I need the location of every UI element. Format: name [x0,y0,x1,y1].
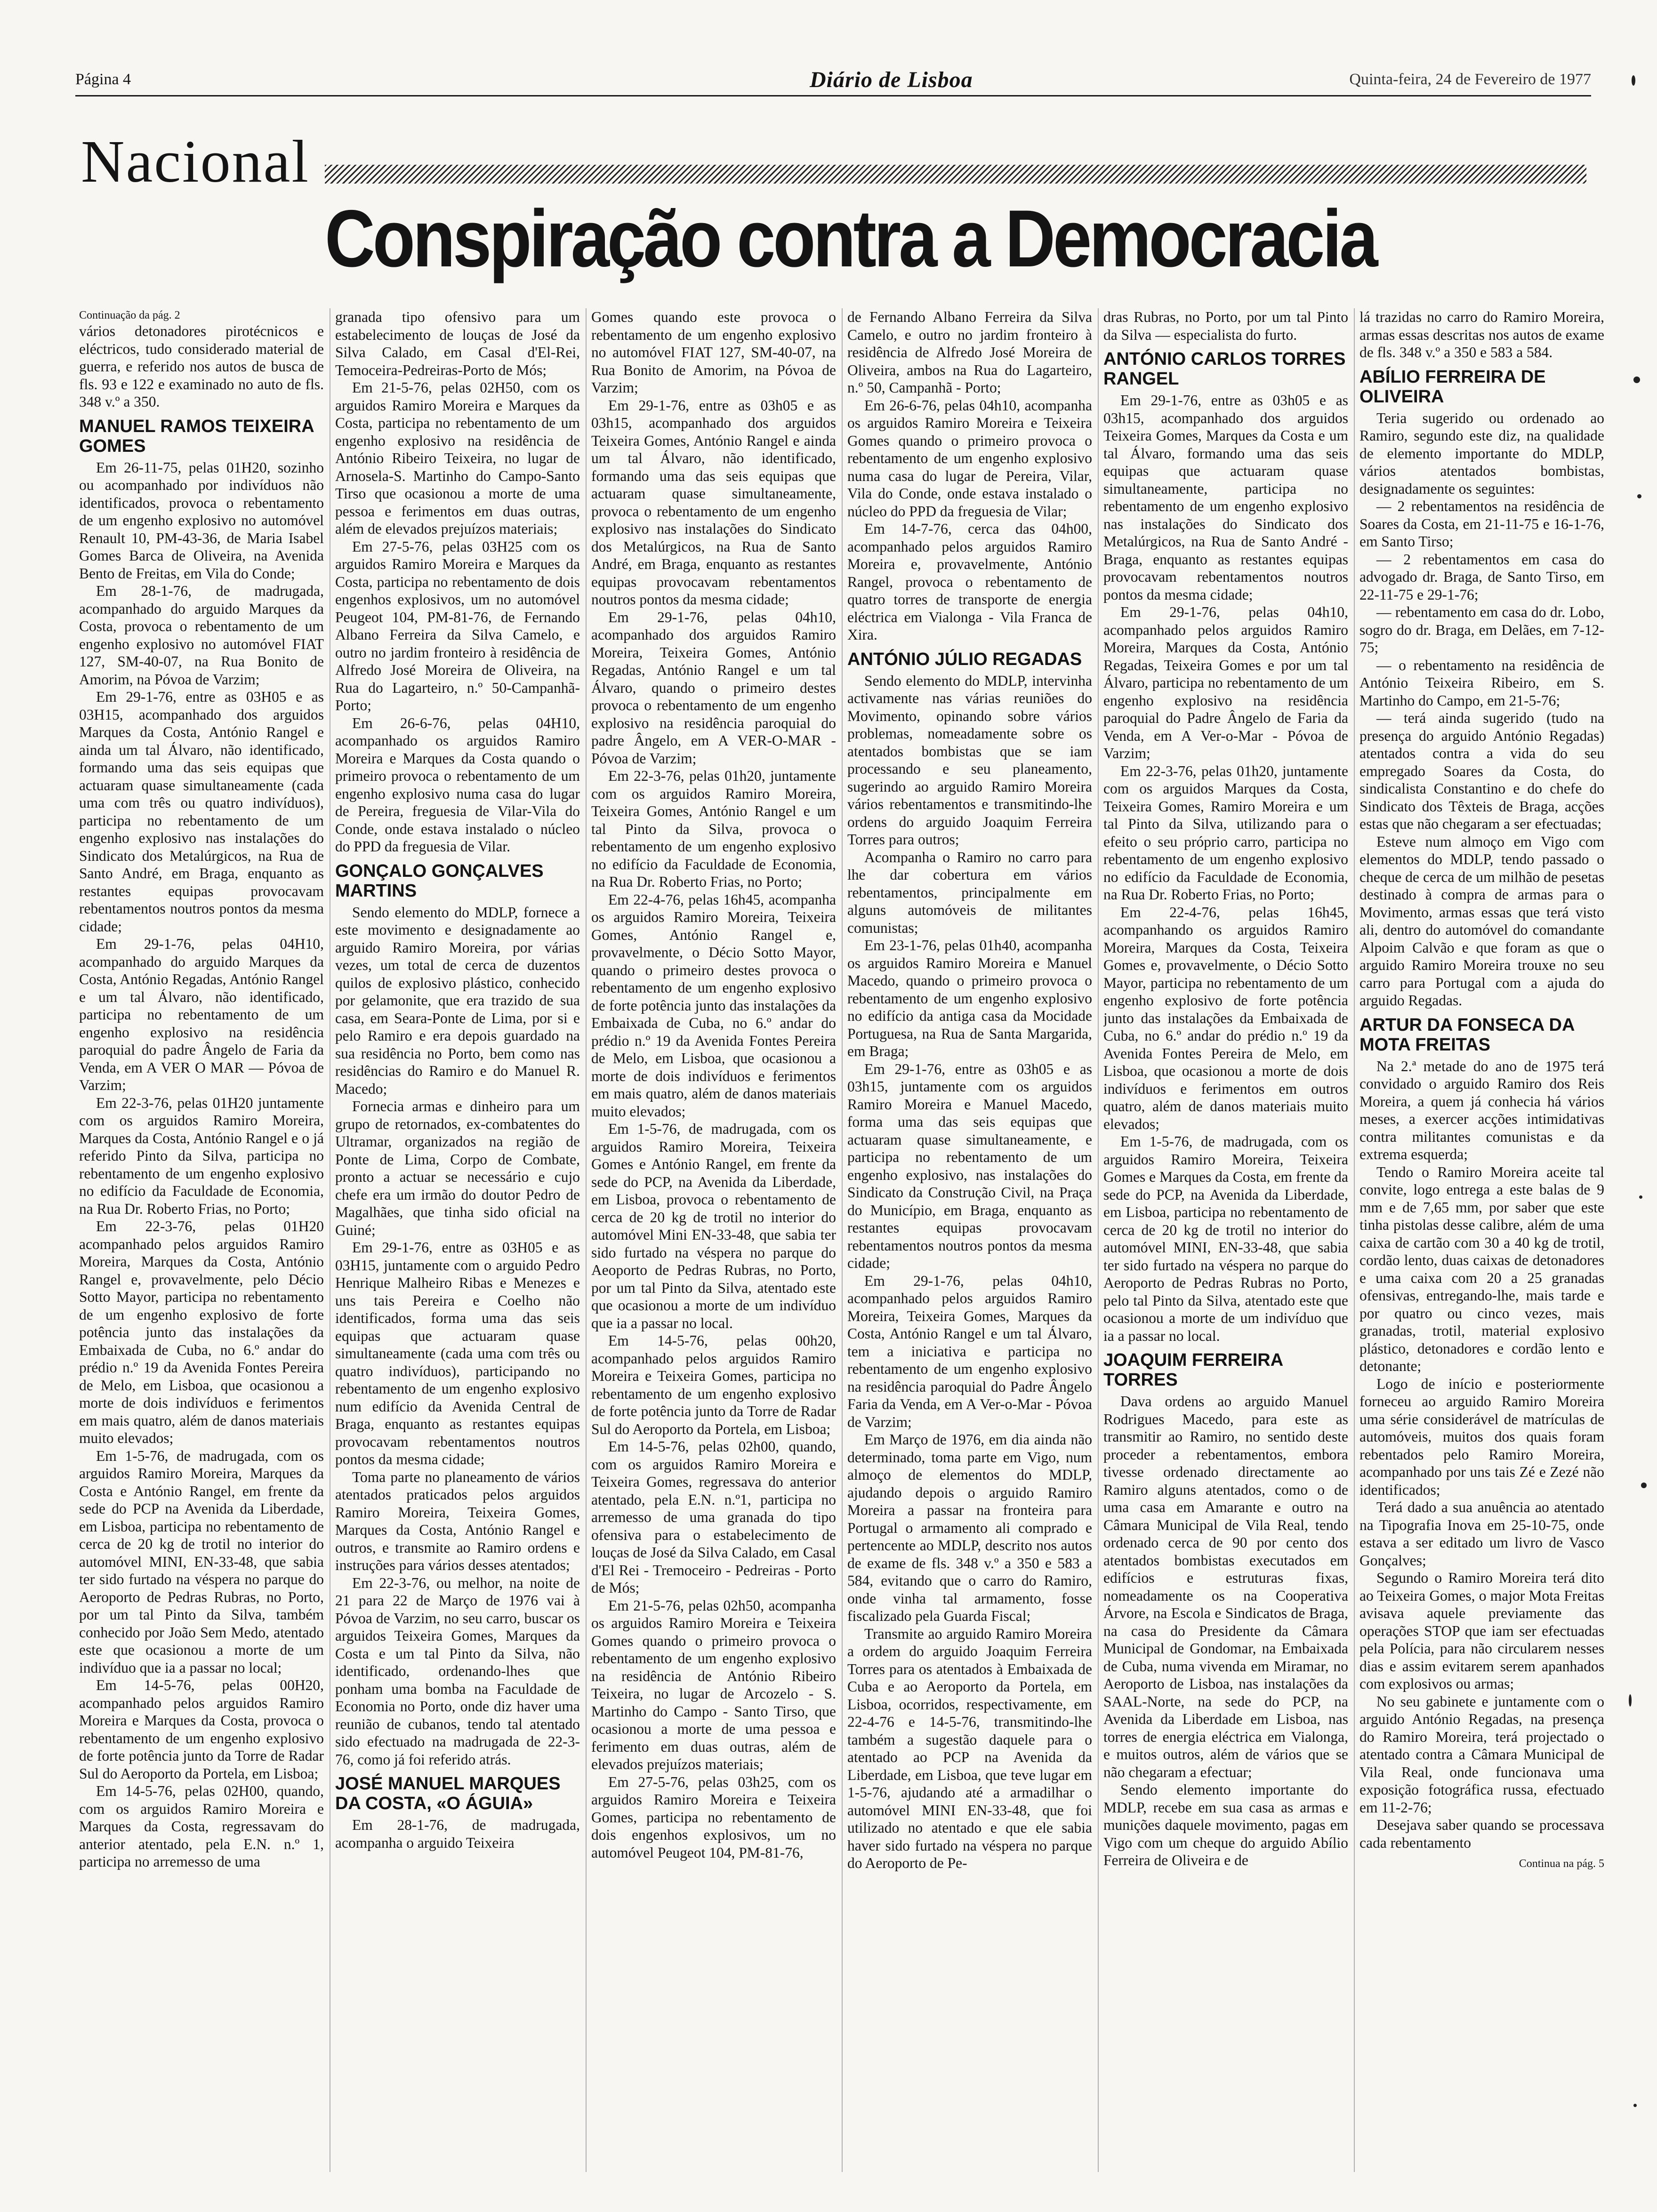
section-hatch-rule [325,165,1586,184]
paragraph: dras Rubras, no Porto, por um tal Pinto da Silva — especialista do furto. [1103,309,1348,343]
subhead-defendant: ANTÓNIO CARLOS TORRES RANGEL [1103,349,1346,389]
issue-date: Quinta-feira, 24 de Fevereiro de 1977 [1349,71,1591,88]
scan-speck [1632,75,1635,86]
paragraph: Logo de início e posteriormente forneceu ao arguido Ramiro Moreira uma série considerável de matrículas de automóveis, muitos dos quais foram rebentados pelo Ramiro Moreira, acompanhado por uns tais Zé e Zezé não identificados; [1359,1375,1604,1498]
scan-speck [1629,1694,1632,1707]
paragraph: Dava ordens ao arguido Manuel Rodrigues Macedo, para este as transmitir ao Ramiro, no sentido deste proceder a rebentamentos, embora tivesse ordenado directamente ao Ramiro alguns atentados, como o de uma casa em Amarante e outro na Câmara Municipal de Vila Real, tendo ordenado cerca de 90 por cento dos atentados bombistas executados em edifícios e estruturas fixas, nomeadamente os na Cooperativa Árvore, na Escola e Sindicatos de Braga, na casa do Presidente da Câmara Municipal de Gondomar, na Embaixada de Cuba, numa vivenda em Miramar, no Aeroporto de Lisboa, nas instalações da SAAL-Norte, na sede do PCP, na Avenida da Liberdade em Lisboa, nas torres de energia eléctrica em Vialonga, e muitos outros, além de vários que se não chegaram a efectuar; [1103,1393,1348,1780]
paragraph: Em 1-5-76, de madrugada, com os arguidos Ramiro Moreira, Marques da Costa e António Rangel, em frente da sede do PCP na Avenida da Liberdade, em Lisboa, participa no rebentamento de cerca de 20 kg de trotil no interior do automóvel MINI, EN-33-48, que sabia ter sido furtado na véspera no parque do Aeroporto de Pedras Rubras, no Porto, por um tal Pinto da Silva, também conhecido por João Sem Medo, atentado este que ocasionou a morte de um indivíduo que ia a passar no local; [79,1447,324,1676]
paragraph: Em 14-5-76, pelas 00h20, acompanhado pelos arguidos Ramiro Moreira e Teixeira Gomes, participa no rebentamento de um engenho explosivo de forte potência junto da Torre de Radar Sul do Aeroporto da Portela, em Lisboa; [591,1332,836,1437]
paragraph: Sendo elemento do MDLP, intervinha activamente nas várias reuniões do Movimento, opinando sobre vários problemas, nomeadamente sobre os atentados bombistas que se iam processando e seu planeamento, sugerindo ao arguido Ramiro Moreira vários rebentamentos e transmitindo-lhe ordens do arguido Joaquim Ferreira Torres para outros; [847,672,1092,848]
paragraph: Em 22-3-76, pelas 01h20, juntamente com os arguidos Marques da Costa, Teixeira Gomes, Ramiro Moreira e um tal Pinto da Silva, utilizando para o efeito o seu próprio carro, participa no rebentamento de um engenho explosivo no edifício da Faculdade de Economia, na Rua Dr. Roberto Frias, no Porto; [1103,762,1348,903]
article-column-4 [847,308,1092,2172]
header-rule [75,95,1591,96]
paragraph: Em 29-1-76, entre as 03h05 e as 03h15, juntamente com os arguidos Ramiro Moreira e Manuel Macedo, forma uma das seis equipas que actuaram quase simultaneamente, e participa no rebentamento de um engenho explosivo, nas instalações do Sindicato da Construção Civil, na Praça do Município, em Braga, enquanto as restantes equipas provocavam rebentamentos noutros pontos da mesma cidade; [847,1060,1092,1271]
paragraph: Sendo elemento importante do MDLP, recebe em sua casa as armas e munições daquele movimento, pagas em Vigo com um cheque do arguido Abílio Ferreira de Oliveira e de [1103,1781,1348,1868]
scan-speck [1633,377,1640,383]
paragraph: — o rebentamento na residência de António Teixeira Ribeiro, em S. Martinho do Campo, em 21-5-76; [1359,657,1604,709]
continuation-note: Continuação da pág. 2 [79,309,180,321]
paragraph: Em 26-6-76, pelas 04H10, acompanhado os arguidos Ramiro Moreira e Marques da Costa quando o primeiro provoca o rebentamento de um engenho explosivo numa casa do lugar de Pereira, freguesia de Vilar-Vila do Conde, onde estava instalado o núcleo do PPD da freguesia de Vilar. [335,714,580,855]
paragraph: Em 14-5-76, pelas 00H20, acompanhado pelos arguidos Ramiro Moreira e Marques da Costa, provoca o rebentamento de um engenho explosivo de forte potência junto da Torre de Radar Sul do Aeroporto da Portela, em Lisboa; [79,1677,324,1782]
paragraph: vários detonadores pirotécnicos e eléctricos, tudo considerado material de guerra, e referido nos autos de busca de fls. 93 e 122 e examinado no auto de fls. 348 v.º a 350. [79,323,324,410]
paragraph: Em 22-3-76, pelas 01H20 juntamente com os arguidos Ramiro Moreira, Marques da Costa, António Rangel e o já referido Pinto da Silva, participa no rebentamento de um engenho explosivo no edifício da Faculdade de Economia, na Rua Dr. Roberto Frias, no Porto; [79,1094,324,1217]
paragraph: — 2 rebentamentos em casa do advogado dr. Braga, de Santo Tirso, em 22-11-75 e 29-1-76; [1359,551,1604,603]
paragraph: No seu gabinete e juntamente com o arguido António Regadas, na presença do Ramiro Moreira, terá projectado o atentado contra a Câmara Municipal de Vila Real, onde funcionava uma exposição fotográfica russa, efectuado em 11-2-76; [1359,1693,1604,1816]
article-column-3 [591,308,836,2172]
paragraph: Tendo o Ramiro Moreira aceite tal convite, logo entrega a este balas de 9 mm e de 7,65 mm, por saber que este tinha pistolas desse calibre, além de uma caixa de cartão com 30 a 40 kg de trotil, cordão lento, duas caixas de detonadores e uma caixa com 20 a 25 granadas ofensivas, entregando-lhe, mais tarde e por quatro ou cinco vezes, mais granadas, trotil, material explosivo plástico, detonadores e cordão lento e detonante; [1359,1163,1604,1374]
paragraph: Acompanha o Ramiro no carro para lhe dar cobertura em vários rebentamentos, principalmente em alguns automóveis de militantes comunistas; [847,849,1092,936]
continuation-footer: Continua na pág. 5 [1519,1858,1604,1870]
paragraph: Na 2.ª metade do ano de 1975 terá convidado o arguido Ramiro dos Reis Moreira, a quem já conhecia há vários meses, a exercer acções intimidativas contra militantes comunistas e da extrema esquerda; [1359,1058,1604,1162]
page-number: Página 4 [75,71,131,88]
paragraph: — rebentamento em casa do dr. Lobo, sogro do dr. Braga, em Delães, em 7-12-75; [1359,604,1604,656]
paragraph: Gomes quando este provoca o rebentamento de um engenho explosivo no automóvel FIAT 127, SM-40-07, na Rua Bonito de Amorim, na Póvoa de Varzim; [591,309,836,396]
subhead-defendant: ARTUR DA FONSECA DA MOTA FREITAS [1359,1015,1574,1055]
scan-speck [1633,2104,1637,2107]
paragraph: Em 29-1-76, entre as 03H05 e as 03H15, acompanhado dos arguidos Marques da Costa, António Rangel e ainda um tal Álvaro, não identificado, formando uma das seis equipas que actuaram quase simultaneamente (cada uma com três ou quatro indivíduos), participa no rebentamento de um engenho explosivo nas instalações do Sindicato dos Metalúrgicos, na Rua de Santo André, em Braga, enquanto as restantes equipas provocavam rebentamentos noutros pontos da mesma cidade; [79,689,324,935]
paragraph: Em 22-3-76, pelas 01h20, juntamente com os arguidos Ramiro Moreira, Teixeira Gomes, António Rangel e um tal Pinto da Silva, provoca o rebentamento de um engenho explosivo no edifício da Faculdade de Economia, na Rua Dr. Roberto Frias, no Porto; [591,768,836,890]
paragraph: Em 28-1-76, de madrugada, acompanhado do arguido Marques da Costa, provoca o rebentamento de um engenho explosivo no automóvel FIAT 127, SM-40-07, na Rua Bonito de Amorim, na Póvoa de Varzim; [79,583,324,688]
paragraph: Em 14-7-76, cerca das 04h00, acompanhado pelos arguidos Ramiro Moreira e, provavelmente, António Rangel, provoca o rebentamento de quatro torres de transporte de energia eléctrica em Vialonga - Vila Franca de Xira. [847,521,1092,643]
paragraph: Em 21-5-76, pelas 02H50, com os arguidos Ramiro Moreira e Marques da Costa, participa no rebentamento de um engenho explosivo na residência de António Ribeiro Teixeira, no lugar de Arnosela-S. Martinho do Campo-Santo Tirso que ocasionou a morte de uma pessoa e ferimentos em duas outras, além de elevados prejuízos materiais; [335,379,580,537]
subhead-defendant: GONÇALO GONÇALVES MARTINS [335,861,544,901]
paragraph: Segundo o Ramiro Moreira terá dito ao Teixeira Gomes, o major Mota Freitas avisava aquele previamente das operações STOP que iam ser efectuadas pela Polícia, para não circularem nesses dias e assim evitarem serem apanhados com explosivos ou armas; [1359,1570,1604,1692]
article-column-5 [1103,308,1348,2172]
paragraph: Em 22-3-76, pelas 01H20 acompanhado pelos arguidos Ramiro Moreira, Marques da Costa, António Rangel e, provavelmente, pelo Décio Sotto Mayor, participa no rebentamento de um engenho explosivo de forte potência junto das instalações da Embaixada de Cuba, no 6.º andar do prédio n.º 19 da Avenida Fontes Pereira de Melo, em Lisboa, que ocasionou a morte de dois indivíduos e ferimentos em mais quatro, além de danos materiais muito elevados; [79,1218,324,1446]
column-divider [1354,308,1355,2172]
paragraph: Terá dado a sua anuência ao atentado na Tipografia Inova em 25-10-75, onde estava a ser editado um livro de Vasco Gonçalves; [1359,1499,1604,1569]
section-title: Nacional [81,128,310,195]
column-divider [842,308,843,2172]
paragraph: Em 28-1-76, de madrugada, acompanha o arguido Teixeira [335,1817,580,1851]
subhead-defendant: JOSÉ MANUEL MARQUES DA COSTA, «O ÁGUIA» [335,1774,561,1813]
subhead-defendant: JOAQUIM FERREIRA TORRES [1103,1350,1283,1390]
paragraph: Em 14-5-76, pelas 02h00, quando, com os arguidos Ramiro Moreira e Teixeira Gomes, regressava do anterior atentado, pela E.N. n.º1, participa no arremesso de uma granada do tipo ofensiva para o estabelecimento de louças de José da Silva Calado, em Casal d'El Rei - Tremoceiro - Pedreiras - Porto de Mós; [591,1438,836,1596]
paragraph: Fornecia armas e dinheiro para um grupo de retornados, ex-combatentes do Ultramar, organizados na região de Ponte de Lima, Corpo de Combate, pronto a actuar se necessário e cujo chefe era um irmão do doutor Pedro de Magalhães, que tinha sido oficial na Guiné; [335,1098,580,1238]
subhead-defendant: ABÍLIO FERREIRA DE OLIVEIRA [1359,367,1546,407]
column-divider [586,308,587,2172]
paragraph: Em 26-6-76, pelas 04h10, acompanha os arguidos Ramiro Moreira e Teixeira Gomes quando o primeiro provoca o rebentamento de um engenho explosivo numa casa do lugar de Pereira, Vilar, Vila do Conde, onde estava instalado o núcleo do PPD da freguesia de Vilar; [847,397,1092,520]
paragraph: granada tipo ofensivo para um estabelecimento de louças de José da Silva Calado, em Casal d'El-Rei, Temoceira-Pedreiras-Porto de Mós; [335,309,580,378]
paragraph: Em 29-1-76, pelas 04h10, acompanhado pelos arguidos Ramiro Moreira, Marques da Costa, António Regadas, Teixeira Gomes e por um tal Álvaro, participa no rebentamento de um engenho explosivo na residência paroquial do Padre Ângelo de Faria da Venda, em A Ver-o-Mar - Póvoa de Varzim; [1103,604,1348,761]
paragraph: Em 23-1-76, pelas 01h40, acompanha os arguidos Ramiro Moreira e Manuel Macedo, quando o primeiro provoca o rebentamento de um engenho explosivo no edifício da antiga casa da Mocidade Portuguesa, na Rua de Santa Margarida, em Braga; [847,937,1092,1059]
paragraph: — 2 rebentamentos na residência de Soares da Costa, em 21-11-75 e 16-1-76, em Santo Tirso; [1359,498,1604,550]
paragraph: Em 22-4-76, pelas 16h45, acompanhando os arguidos Ramiro Moreira, Marques da Costa, Teixeira Gomes e, provavelmente, o Décio Sotto Mayor, participa no rebentamento de um engenho explosivo de forte potência junto das instalações da Embaixada de Cuba, no 6.º andar do prédio n.º 19 da Avenida Fontes Pereira de Melo, em Lisboa, que ocasionou a morte de dois indivíduos e ferimentos em outros quatro, além de danos materiais muito elevados; [1103,904,1348,1132]
paragraph: Sendo elemento do MDLP, fornece a este movimento e designadamente ao arguido Ramiro Moreira, por várias vezes, um total de cerca de duzentos quilos de explosivo plástico, conhecido por gelamonite, que era trazido de sua casa, em Seara-Ponte de Lima, por si e pelo Ramiro e era depois guardado na sua residência no Porto, bem como nas residências do Ramiro e do Manuel R. Macedo; [335,904,580,1097]
newspaper-name: Diário de Lisboa [810,67,973,92]
paragraph: Em 29-1-76, pelas 04h10, acompanhado dos arguidos Ramiro Moreira, Teixeira Gomes, António Regadas, António Rangel e um tal Álvaro, quando o primeiro destes provoca o rebentamento de um engenho explosivo na residência paroquial do padre Ângelo, em A VER-O-MAR - Póvoa de Varzim; [591,609,836,767]
headline: Conspiração contra a Democracia [325,193,1376,284]
scan-speck [1639,1195,1642,1199]
paragraph: Em 26-11-75, pelas 01H20, sozinho ou acompanhado por indivíduos não identificados, provoca o rebentamento de um engenho explosivo no automóvel Renault 10, PM-43-36, de Maria Isabel Gomes Barca de Oliveira, na Avenida Bento de Freitas, em Vila do Conde; [79,459,324,582]
paragraph: Em 29-1-76, entre as 03h05 e as 03h15, acompanhado dos arguidos Teixeira Gomes, António Rangel e ainda um tal Álvaro, não identificado, formando uma das seis equipas que actuaram quase simultaneamente, provoca o rebentamento de um engenho explosivo nas instalações do Sindicato dos Metalúrgicos, na Rua de Santo André, em Braga, enquanto as restantes equipas provocavam rebentamentos noutros pontos da mesma cidade; [591,397,836,608]
article-column-6 [1359,308,1604,2172]
paragraph: Toma parte no planeamento de vários atentados praticados pelos arguidos Ramiro Moreira, Teixeira Gomes, Marques da Costa, António Rangel e outros, e transmite ao Ramiro ordens e instruções para vários desses atentados; [335,1468,580,1573]
paragraph: Em 29-1-76, pelas 04H10, acompanhado do arguido Marques da Costa, António Regadas, António Rangel e um tal Álvaro, não identificado, participa no rebentamento de um engenho explosivo na residência paroquial do padre Ângelo de Faria da Venda, em A VER O MAR — Póvoa de Varzim; [79,936,324,1093]
paragraph: Em 21-5-76, pelas 02h50, acompanha os arguidos Ramiro Moreira e Teixeira Gomes quando o primeiro provoca o rebentamento de um engenho explosivo na residência de António Ribeiro Teixeira, no lugar de Arcozelo - S. Martinho do Campo - Santo Tirso, que ocasionou a morte de uma pessoa e ferimento em duas outras, além de elevados prejuízos materiais; [591,1597,836,1772]
paragraph: Em 22-4-76, pelas 16h45, acompanha os arguidos Ramiro Moreira, Teixeira Gomes, António Rangel e, provavelmente, o Décio Sotto Mayor, quando o primeiro destes provoca o rebentamento de um engenho explosivo de forte potência junto das instalações da Embaixada de Cuba, no 6.º andar do prédio n.º 19 da Avenida Fontes Pereira de Melo, em Lisboa, que ocasionou a morte de dois indivíduos e ferimentos em mais quatro, além de danos materiais muito elevados; [591,891,836,1120]
article-column-2 [335,308,580,2172]
subhead-defendant: MANUEL RAMOS TEIXEIRA GOMES [79,416,314,456]
paragraph: — terá ainda sugerido (tudo na presença do arguido António Regadas) atentados contra a vida do seu empregado Soares da Costa, do sindicalista Constantino e do chefe do Sindicato dos Têxteis de Braga, acções estas que não chegaram a ser efectuadas; [1359,710,1604,832]
paragraph: Em 27-5-76, pelas 03H25 com os arguidos Ramiro Moreira e Marques da Costa, participa no rebentamento de dois engenhos explosivos, um no automóvel Peugeot 104, PM-81-76, de Fernando Albano Ferreira da Silva Camelo, e outro no jardim fronteiro à residência de Alfredo José Moreira de Oliveira, na Rua do Lagarteiro, n.º 50-Campanhã-Porto; [335,538,580,713]
paragraph: Em 29-1-76, entre as 03h05 e as 03h15, acompanhado dos arguidos Teixeira Gomes, Marques da Costa e um tal Álvaro, formando uma das seis equipas que actuaram quase simultaneamente, participa no rebentamento de um engenho explosivo nas instalações do Sindicato dos Metalúrgicos, na Rua de Santo André - Braga, enquanto as restantes equipas provocavam rebentamentos noutros pontos da mesma cidade; [1103,392,1348,603]
article-column-1 [79,308,324,2172]
paragraph: Esteve num almoço em Vigo com elementos do MDLP, tendo passado o cheque de cerca de um milhão de pesetas destinado à compra de armas para o Movimento, armas essas que terá visto ali, dentro do automóvel do comandante Alpoim Calvão e que foram as que o arguido Ramiro Moreira trouxe no seu carro para Portugal com a ajuda do arguido Regadas. [1359,833,1604,1009]
running-header [75,67,1591,99]
column-divider [1098,308,1099,2172]
paragraph: Em 29-1-76, entre as 03H05 e as 03H15, juntamente com o arguido Pedro Henrique Malheiro Ribas e Menezes e uns tais Pereira e Coelho não identificados, forma uma das seis equipas que actuaram quase simultaneamente (cada uma com três ou quatro indivíduos), participando no rebentamento de um engenho explosivo num edifício da Avenida Central de Braga, enquanto as restantes equipas provocavam rebentamentos noutros pontos da mesma cidade; [335,1239,580,1467]
scan-speck [1641,1483,1647,1488]
subhead-defendant: ANTÓNIO JÚLIO REGADAS [847,649,1082,669]
paragraph: lá trazidas no carro do Ramiro Moreira, armas essas descritas nos autos de exame de fls. 348 v.º a 350 e 583 a 584. [1359,309,1604,361]
paragraph: Em 22-3-76, ou melhor, na noite de 21 para 22 de Março de 1976 vai à Póvoa de Varzim, no seu carro, buscar os arguidos Teixeira Gomes, Marques da Costa e um tal Pinto da Silva, não identificado, ordenando-lhes que ponham uma bomba na Faculdade de Economia no Porto, onde diz haver uma reunião de cubanos, tendo tal atentado sido efectuado na madrugada de 22-3-76, como já foi referido atrás. [335,1574,580,1768]
paragraph: de Fernando Albano Ferreira da Silva Camelo, e outro no jardim fronteiro à residência de Alfredo José Moreira de Oliveira, ambos na Rua do Lagarteiro, n.º 50, Campanhã - Porto; [847,309,1092,396]
paragraph: Transmite ao arguido Ramiro Moreira a ordem do arguido Joaquim Ferreira Torres para os atentados à Embaixada de Cuba e ao Aeroporto da Portela, em Lisboa, ocorridos, respectivamente, em 22-4-76 e 14-5-76, transmitindo-lhe também a sugestão daquele para o atentado ao PCP na Avenida da Liberdade, em Lisboa, que teve lugar em 1-5-76, ajudando até a armadilhar o automóvel MINI EN-33-48, que foi utilizado no atentado e que ele sabia haver sido furtado na véspera no parque do Aeroporto de Pe- [847,1625,1092,1871]
scan-speck [1637,494,1641,498]
paragraph: Teria sugerido ou ordenado ao Ramiro, segundo este diz, na qualidade de elemento importante do MDLP, vários atentados bombistas, designadamente os seguintes: [1359,409,1604,497]
paragraph: Em 1-5-76, de madrugada, com os arguidos Ramiro Moreira, Teixeira Gomes e Marques da Costa, em frente da sede do PCP, na Avenida da Liberdade, em Lisboa, participa no rebentamento de cerca de 20 kg de trotil no interior do automóvel MINI, EN-33-48, que sabia ter sido furtado na véspera no parque do Aeroporto de Pedras Rubras no Porto, pelo tal Pinto da Silva, atentado este que ocasionou a morte de um indivíduo que ia a passar no local. [1103,1133,1348,1344]
paragraph: Desejava saber quando se processava cada rebentamento [1359,1817,1604,1851]
paragraph: Em 14-5-76, pelas 02H00, quando, com os arguidos Ramiro Moreira e Marques da Costa, regressavam do anterior atentado, pela E.N. n.º 1, participa no arremesso de uma [79,1783,324,1870]
paragraph: Em 1-5-76, de madrugada, com os arguidos Ramiro Moreira, Teixeira Gomes e António Rangel, em frente da sede do PCP, na Avenida da Liberdade, em Lisboa, provoca o rebentamento de cerca de 20 kg de trotil no interior do automóvel Mini EN-33-48, que sabia ter sido furtado na véspera no parque do Aeoporto de Pedras Rubras, no Porto, por um tal Pinto da Silva, atentado este que ocasionou a morte de um indivíduo que ia a passar no local. [591,1121,836,1331]
paragraph: Em 29-1-76, pelas 04h10, acompanhado pelos arguidos Ramiro Moreira, Teixeira Gomes, Marques da Costa, António Rangel e um tal Álvaro, tem a iniciativa e participa no rebentamento de um engenho explosivo na residência paroquial do Padre Ângelo Faria da Venda, em A Ver-o-Mar - Póvoa de Varzim; [847,1272,1092,1430]
paragraph: Em Março de 1976, em dia ainda não determinado, toma parte em Vigo, num almoço de elementos do MDLP, ajudando depois o arguido Ramiro Moreira a passar na fronteira para Portugal o armamento ali comprado e pertencente ao MDLP, descrito nos autos de exame de fls. 348 v.º a 350 e 583 a 584, evitando que o carro do Ramiro, onde vinha tal armamento, fosse fiscalizado pela Guarda Fiscal; [847,1431,1092,1624]
paragraph: Em 27-5-76, pelas 03h25, com os arguidos Ramiro Moreira e Teixeira Gomes, participa no rebentamento de dois engenhos explosivos, um no automóvel Peugeot 104, PM-81-76, [591,1773,836,1861]
